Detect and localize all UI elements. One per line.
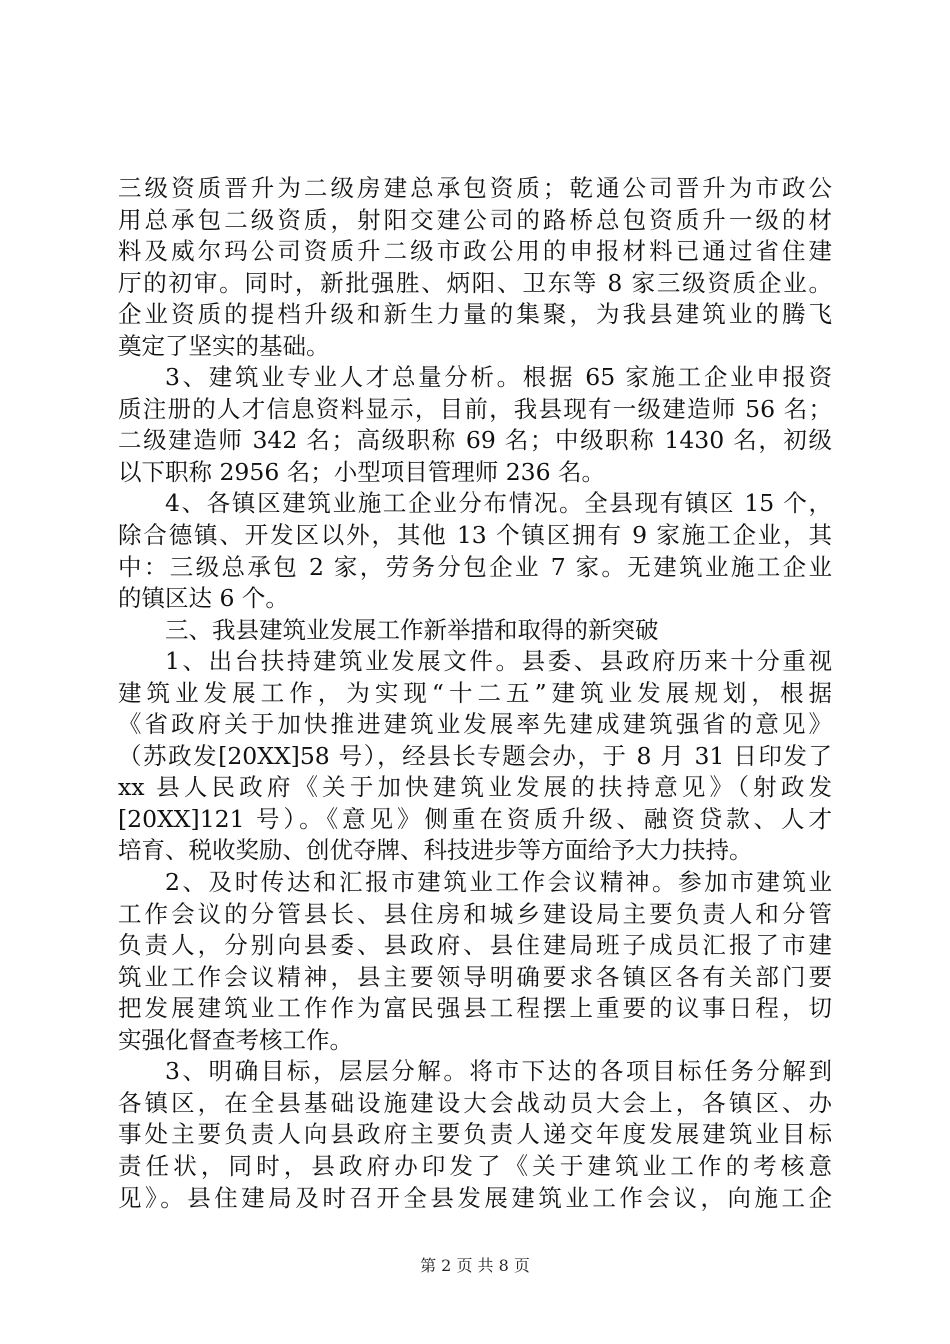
text-line: 的镇区达 6 个。 bbox=[118, 584, 289, 613]
text-line: 培育、税收奖励、创优夺牌、科技进步等方面给予大力扶持。 bbox=[118, 836, 753, 865]
text-line: [20XX]121 号）。《意见》侧重在资质升级、融资贷款、人才 bbox=[118, 804, 832, 833]
text-line: 以下职称 2956 名；小型项目管理师 236 名。 bbox=[118, 457, 606, 486]
text-line: 除合德镇、开发区以外，其他 13 个镇区拥有 9 家施工企业，其 bbox=[118, 521, 832, 550]
text-line: 负责人，分别向县委、县政府、县住建局班子成员汇报了市建 bbox=[118, 931, 832, 960]
text-line: 见》。县住建局及时召开全县发展建筑业工作会议，向施工企 bbox=[118, 1183, 832, 1212]
text-line: 实强化督查考核工作。 bbox=[118, 1025, 353, 1054]
text-line: 厅的初审。同时，新批强胜、炳阳、卫东等 8 家三级资质企业。 bbox=[118, 268, 832, 297]
text-line: （苏政发[20XX]58 号），经县长专题会办，于 8 月 31 日印发了 bbox=[118, 741, 832, 770]
text-line: 工作会议的分管县长、县住房和城乡建设局主要负责人和分管 bbox=[118, 899, 832, 928]
text-line: 3、建筑业专业人才总量分析。根据 65 家施工企业申报资 bbox=[165, 363, 832, 392]
text-line: 建筑业发展工作，为实现“十二五”建筑业发展规划，根据 bbox=[118, 678, 832, 707]
text-line: 三、我县建筑业发展工作新举措和取得的新突破 bbox=[165, 615, 659, 644]
text-line: xx 县人民政府《关于加快建筑业发展的扶持意见》（射政发 bbox=[118, 773, 832, 802]
text-line: 4、各镇区建筑业施工企业分布情况。全县现有镇区 15 个， bbox=[165, 489, 832, 518]
text-line: 奠定了坚实的基础。 bbox=[118, 331, 330, 360]
text-line: 二级建造师 342 名；高级职称 69 名；中级职称 1430 名，初级 bbox=[118, 426, 832, 455]
text-line: 《省政府关于加快推进建筑业发展率先建成建筑强省的意见》 bbox=[118, 710, 832, 739]
text-line: 把发展建筑业工作作为富民强县工程摆上重要的议事日程，切 bbox=[118, 994, 832, 1023]
text-line: 三级资质晋升为二级房建总承包资质；乾通公司晋升为市政公 bbox=[118, 174, 832, 202]
text-line: 责任状，同时，县政府办印发了《关于建筑业工作的考核意 bbox=[118, 1151, 832, 1180]
page-footer: 第 2 页 共 8 页 bbox=[420, 1256, 530, 1275]
text-line: 企业资质的提档升级和新生力量的集聚，为我县建筑业的腾飞 bbox=[118, 300, 832, 329]
text-line: 3、明确目标，层层分解。将市下达的各项目标任务分解到 bbox=[165, 1057, 832, 1086]
text-line: 用总承包二级资质，射阳交建公司的路桥总包资质升一级的材 bbox=[118, 205, 832, 234]
text-line: 2、及时传达和汇报市建筑业工作会议精神。参加市建筑业 bbox=[165, 868, 832, 897]
document-body bbox=[118, 173, 832, 1214]
text-line: 筑业工作会议精神，县主要领导明确要求各镇区各有关部门要 bbox=[118, 962, 832, 991]
text-line: 各镇区，在全县基础设施建设大会战动员大会上，各镇区、办 bbox=[118, 1088, 832, 1117]
text-line: 质注册的人才信息资料显示，目前，我县现有一级建造师 56 名； bbox=[118, 394, 832, 423]
text-line: 料及威尔玛公司资质升二级市政公用的申报材料已通过省住建 bbox=[118, 237, 832, 266]
text-line: 1、出台扶持建筑业发展文件。县委、县政府历来十分重视 bbox=[165, 647, 832, 676]
text-line: 事处主要负责人向县政府主要负责人递交年度发展建筑业目标 bbox=[118, 1120, 832, 1149]
text-line: 中：三级总承包 2 家，劳务分包企业 7 家。无建筑业施工企业 bbox=[118, 552, 832, 581]
